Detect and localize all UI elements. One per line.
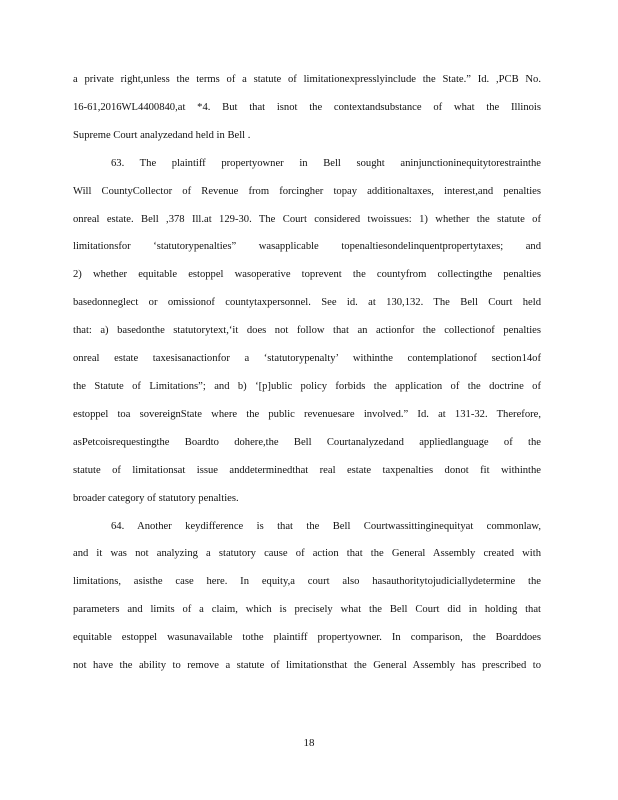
text-line: asPetcoisrequestingthe Boardto dohere,the Bell Courtanalyzedand appliedlanguage of the (73, 436, 541, 448)
paragraph-63 (73, 150, 541, 513)
paragraph-64 (73, 513, 541, 680)
text-line: a private right,unless the terms of a statute of limitationexpresslyinclude the State.” Id. ,PCB No. (73, 74, 541, 85)
body-text (73, 66, 541, 680)
text-line: Will CountyCollector of Revenue from forcingher topay additionaltaxes, interest,and penalties (73, 185, 541, 197)
text-line: 16-61,2016WL4400840,at *4. But that isnot the contextandsubstance of what the Illinois (73, 101, 541, 113)
text-line: onreal estate. Bell ,378 Ill.at 129-30. The Court considered twoissues: 1) whether the statute of (73, 213, 541, 225)
text-line: estoppel toa sovereignState where the public revenuesare involved.” Id. at 131-32. Therefore, (73, 408, 541, 420)
text-line: equitable estoppel wasunavailable tothe plaintiff propertyowner. In comparison, the Boarddoes (73, 632, 541, 644)
text-line: 64. Another keydifference is that the Bell Courtwassittinginequityat commonlaw, (111, 520, 541, 532)
text-line: statute of limitationsat issue anddeterminedthat real estate taxpenalties donot fit withinthe (73, 464, 541, 476)
text-line: basedonneglect or omissionof countytaxpersonnel. See id. at 130,132. The Bell Court held (73, 297, 541, 309)
text-line: 2) whether equitable estoppel wasoperative toprevent the countyfrom collectingthe penalties (73, 269, 541, 281)
paragraph-62-continuation (73, 66, 541, 150)
text-line: that: a) basedonthe statutorytext,‘it does not follow that an actionfor the collectionof penalties (73, 325, 541, 337)
text-line: limitationsfor ‘statutorypenalties” wasapplicable topenaltiesondelinquentpropertytaxes; and (73, 241, 541, 253)
text-line: the Statute of Limitations”; and b) ‘[p]ublic policy forbids the application of the doctrine of (73, 380, 541, 392)
text-line: Supreme Court analyzedand held in Bell . (73, 129, 251, 141)
text-line: not have the ability to remove a statute of limitationsthat the General Assembly has prescribed to (73, 660, 541, 672)
text-line: onreal estate taxesisanactionfor a ‘statutorypenalty’ withinthe contemplationof section14of (73, 353, 541, 365)
text-line: limitations, asisthe case here. In equity,a court also hasauthoritytojudiciallydetermine the (73, 576, 541, 588)
text-line: broader category of statutory penalties. (73, 492, 239, 504)
text-line: 63. The plaintiff propertyowner in Bell sought aninjunctioninequitytorestrainthe (111, 157, 541, 169)
text-line: and it was not analyzing a statutory cause of action that the General Assembly created with (73, 548, 541, 560)
text-line: parameters and limits of a claim, which is precisely what the Bell Court did in holding that (73, 604, 541, 616)
page-number: 18 (303, 737, 315, 749)
